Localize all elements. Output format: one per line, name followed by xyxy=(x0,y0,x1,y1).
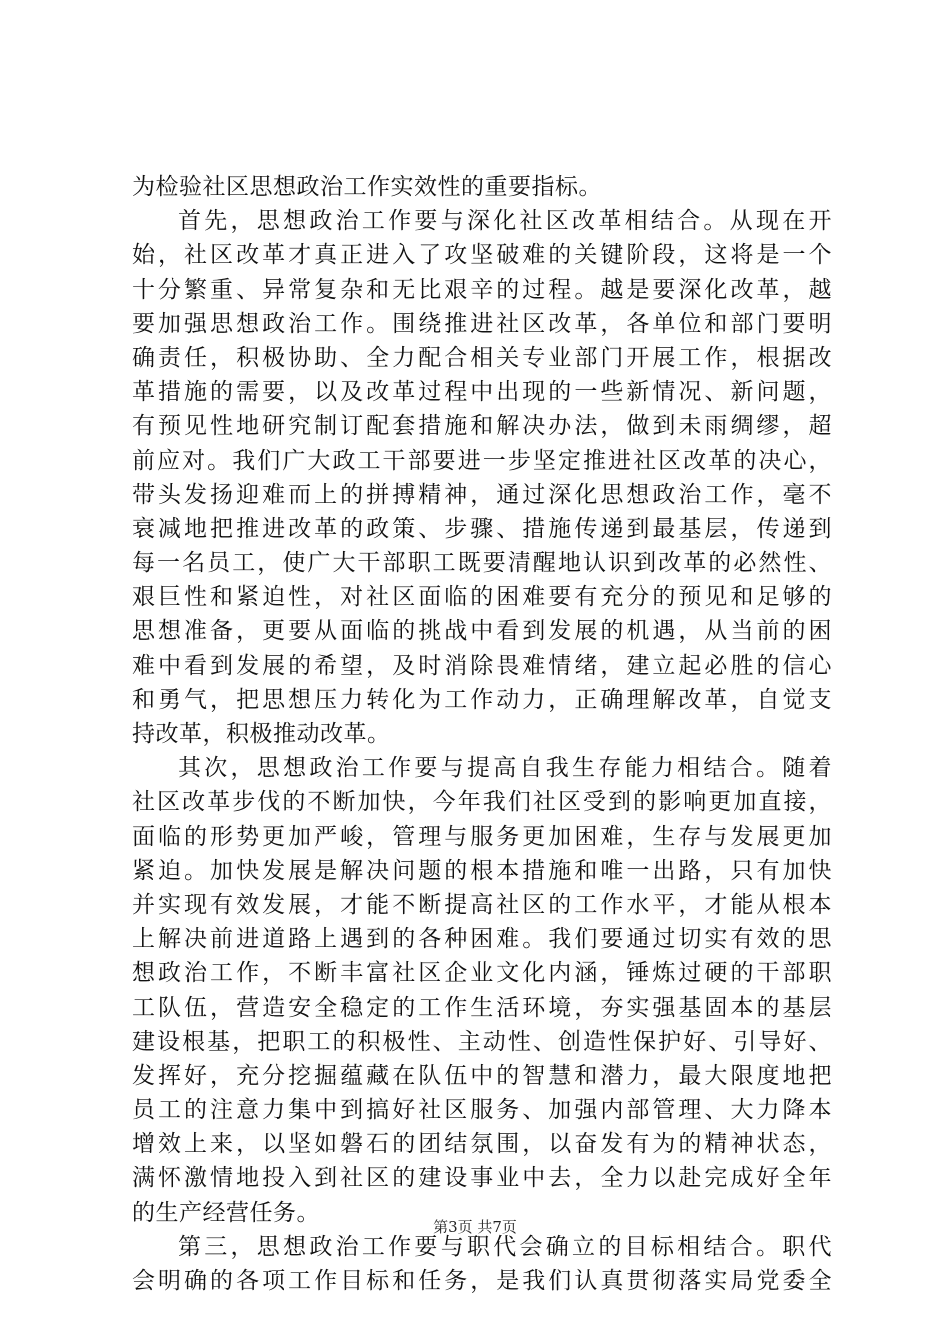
text-line: 的生产经营任务。 xyxy=(132,1199,320,1226)
text-line: 其次，思想政治工作要与提高自我生存能力相结合。随着 xyxy=(178,755,832,782)
text-line: 为检验社区思想政治工作实效性的重要指标。 xyxy=(132,174,602,200)
text-line: 衰减地把推进改革的政策、步骤、措施传递到最基层，传递到 xyxy=(132,515,832,542)
text-line: 工队伍，营造安全稳定的工作生活环境，夯实强基固本的基层 xyxy=(132,994,832,1021)
text-line: 满怀激情地投入到社区的建设事业中去，全力以赴完成好全年 xyxy=(132,1165,832,1192)
text-line: 持改革，积极推动改革。 xyxy=(132,721,391,747)
text-line: 面临的形势更加严峻，管理与服务更加困难，生存与发展更加 xyxy=(132,823,832,850)
text-line: 始，社区改革才真正进入了攻坚破难的关键阶段，这将是一个 xyxy=(132,242,832,269)
text-line: 首先，思想政治工作要与深化社区改革相结合。从现在开 xyxy=(178,208,832,235)
document-body xyxy=(132,170,832,1298)
text-line: 会明确的各项工作目标和任务，是我们认真贯彻落实局党委全 xyxy=(132,1268,832,1294)
paragraph xyxy=(132,204,832,751)
text-line: 上解决前进道路上遇到的各种困难。我们要通过切实有效的思 xyxy=(132,926,832,953)
text-line: 增效上来，以坚如磐石的团结氛围，以奋发有为的精神状态， xyxy=(132,1131,832,1158)
text-line: 确责任，积极协助、全力配合相关专业部门开展工作，根据改 xyxy=(132,344,832,371)
paragraph xyxy=(132,1230,832,1298)
text-line: 思想准备，更要从面临的挑战中看到发展的机遇，从当前的困 xyxy=(132,618,832,645)
text-line: 难中看到发展的希望，及时消除畏难情绪，建立起必胜的信心 xyxy=(132,652,832,679)
page-footer: 第3页 共7页 xyxy=(433,1218,517,1236)
text-line: 有预见性地研究制订配套措施和解决办法，做到未雨绸缪，超 xyxy=(132,413,832,440)
text-line: 第三，思想政治工作要与职代会确立的目标相结合。职代 xyxy=(178,1233,832,1260)
paragraph xyxy=(132,170,832,204)
text-line: 要加强思想政治工作。围绕推进社区改革，各单位和部门要明 xyxy=(132,310,832,337)
text-line: 十分繁重、异常复杂和无比艰辛的过程。越是要深化改革，越 xyxy=(132,276,832,303)
text-line: 和勇气，把思想压力转化为工作动力，正确理解改革，自觉支 xyxy=(132,686,832,713)
text-line: 发挥好，充分挖掘蕴藏在队伍中的智慧和潜力，最大限度地把 xyxy=(132,1062,832,1089)
text-line: 员工的注意力集中到搞好社区服务、加强内部管理、大力降本 xyxy=(132,1097,832,1124)
text-line: 艰巨性和紧迫性，对社区面临的困难要有充分的预见和足够的 xyxy=(132,584,832,611)
text-line: 社区改革步伐的不断加快，今年我们社区受到的影响更加直接， xyxy=(132,789,832,816)
text-line: 并实现有效发展，才能不断提高社区的工作水平，才能从根本 xyxy=(132,891,832,918)
text-line: 每一名员工，使广大干部职工既要清醒地认识到改革的必然性、 xyxy=(132,550,832,577)
text-line: 革措施的需要，以及改革过程中出现的一些新情况、新问题， xyxy=(132,379,832,406)
paragraph xyxy=(132,751,832,1230)
text-line: 建设根基，把职工的积极性、主动性、创造性保护好、引导好、 xyxy=(132,1028,832,1055)
text-line: 带头发扬迎难而上的拼搏精神，通过深化思想政治工作，毫不 xyxy=(132,481,832,508)
text-line: 紧迫。加快发展是解决问题的根本措施和唯一出路，只有加快 xyxy=(132,857,832,884)
text-line: 想政治工作，不断丰富社区企业文化内涵，锤炼过硬的干部职 xyxy=(132,960,832,987)
text-line: 前应对。我们广大政工干部要进一步坚定推进社区改革的决心， xyxy=(132,447,832,474)
